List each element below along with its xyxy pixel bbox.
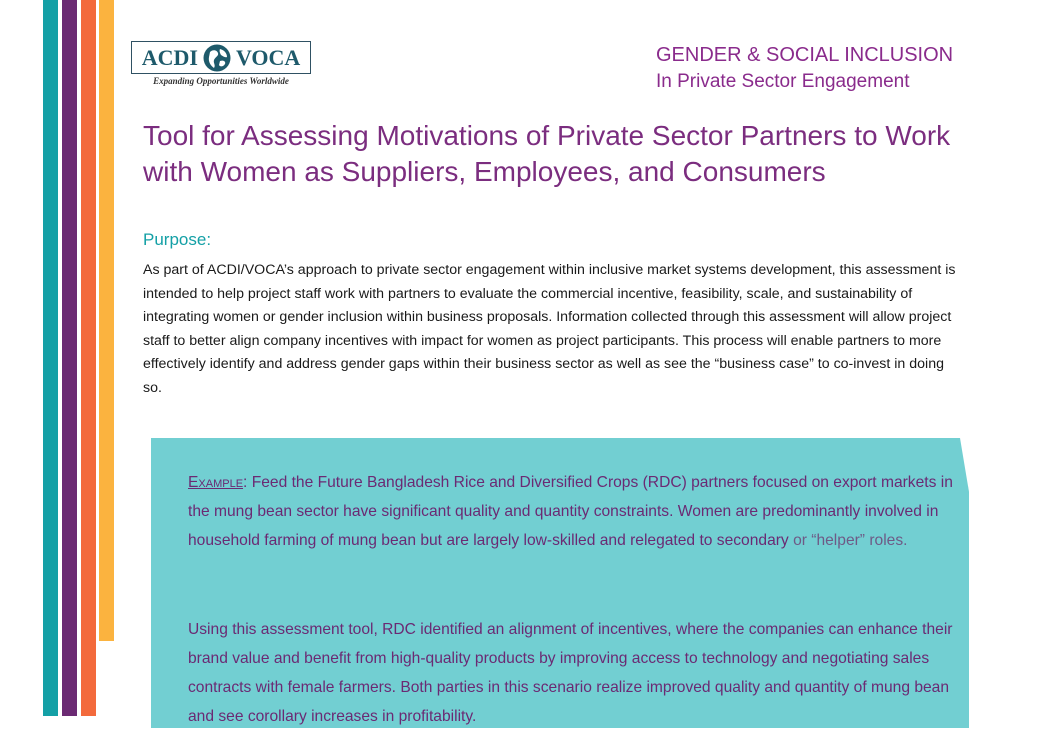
example-paragraph-1: [188, 468, 958, 555]
decorative-stripe-purple: [62, 0, 77, 716]
example-paragraph-1-main: : Feed the Future Bangladesh Rice and Diversified Crops (RDC) partners focused on export markets in the mung bean sector have significant quality and quantity constraints. Women are predominantly involved in household farming of mung bean but are largely low-skilled and relegated to secondary: [188, 474, 953, 549]
decorative-stripe-teal: [43, 0, 58, 716]
example-paragraph-2: Using this assessment tool, RDC identified an alignment of incentives, where the companies can enhance their brand value and benefit from high-quality products by improving access to technology and negotiating sales contracts with female farmers. Both parties in this scenario realize improved quality and quantity of mung bean and see corollary increases in profitability.: [188, 621, 953, 725]
logo-text-left: ACDI: [141, 44, 198, 70]
header-title: GENDER & SOCIAL INCLUSION: [656, 44, 954, 66]
decorative-stripe-yellow: [99, 0, 114, 641]
purpose-body: As part of ACDI/VOCA’s approach to private sector engagement within inclusive market systems development, this assessment is intended to help project staff work with partners to evaluate the commercial incentive, feasibility, scale, and sustainability of integrating women or gender inclusion within business proposals. Information collected through this assessment will allow project staff to better align company incentives with impact for women as project participants. This process will enable partners to more effectively identify and address gender gaps within their business sector as well as see the “business case” to co-invest in doing so.: [143, 262, 956, 396]
example-paragraph-1-tail: or “helper” roles.: [788, 532, 908, 549]
document-title: Tool for Assessing Motivations of Private Sector Partners to Work with Women as Suppliers, Employees, and Consumers: [143, 120, 951, 187]
decorative-stripe-orange: [81, 0, 96, 716]
globe-icon: [202, 43, 232, 73]
purpose-heading: Purpose:: [143, 230, 212, 249]
acdi-voca-logo: [131, 41, 311, 89]
header-subtitle: In Private Sector Engagement: [656, 71, 910, 92]
logo-box: [131, 41, 311, 74]
example-label: Example: [188, 474, 244, 491]
logo-tagline: Expanding Opportunities Worldwide: [153, 76, 289, 86]
logo-text-right: VOCA: [235, 44, 301, 70]
